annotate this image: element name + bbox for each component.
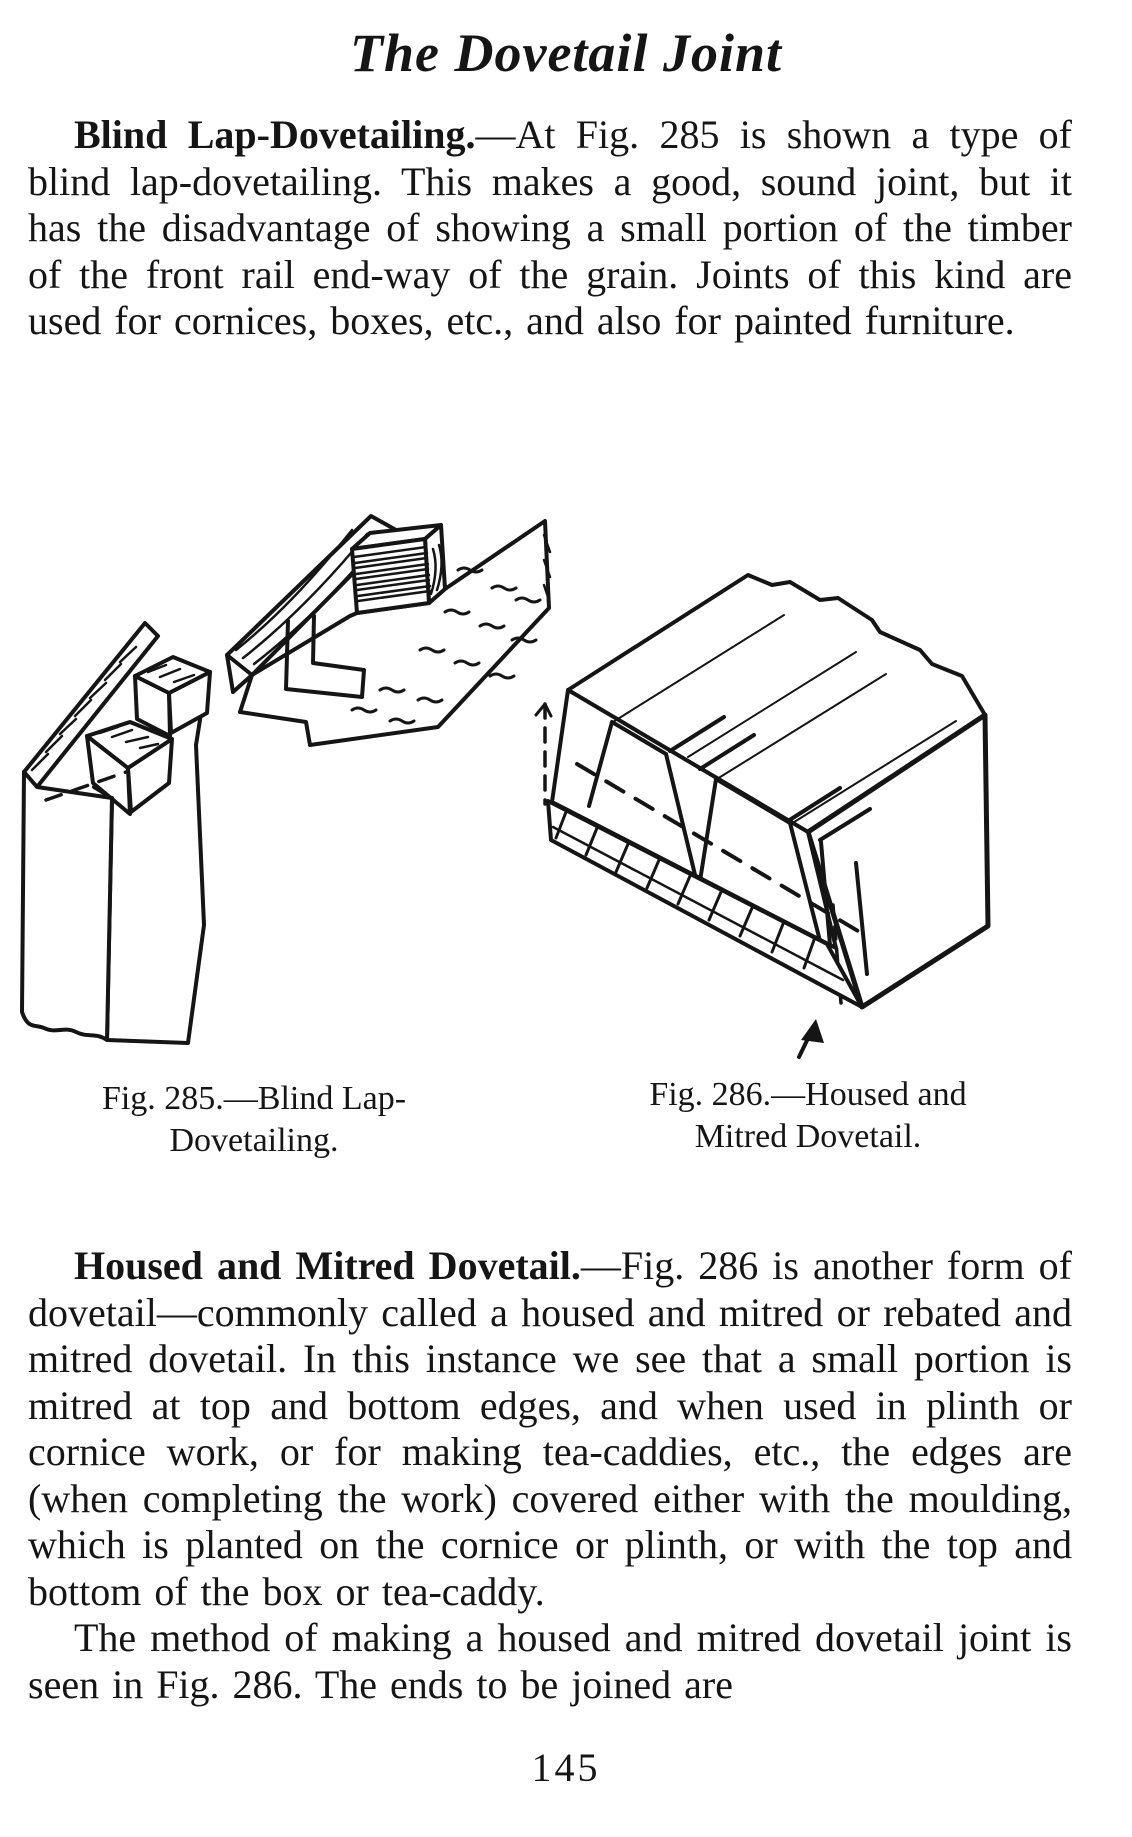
fig285-drawing (22, 623, 210, 1043)
caption-line: Fig. 286.—Housed and (649, 1076, 967, 1113)
paragraph-lead-bold: Housed and Mitred Dovetail. (74, 1243, 581, 1288)
paragraph-blind-lap-dovetailing (28, 112, 1072, 345)
paragraph-text: —At Fig. 285 is shown a type of blind lap-dovetailing. This makes a good, sound joint, but it has the disadvantage of showing a small portion of the timber of the front rail end-way of the grain. Joints of this kind are used for cornices, boxes, etc., and also for painted furniture. (28, 112, 1072, 343)
paragraph-lead-bold: Blind Lap-Dovetailing. (74, 112, 476, 157)
paragraph-text: —Fig. 286 is another form of dovetail—commonly called a housed and mitred or rebated and mitred dovetail. In this instance we see that a small portion is mitred at top and bottom edges, and when used in plinth or cornice work, or for making tea-caddies, etc., the edges are (when completing the work) covered either with the moulding, which is planted on the cornice or plinth, or with the top and bottom of the box or tea-caddy. (28, 1243, 1072, 1614)
page-number: 145 (531, 1745, 601, 1790)
woodjoint-figures-illustration (0, 420, 1132, 1080)
caption-line: Fig. 285.—Blind Lap- (101, 1080, 407, 1117)
figure-strip (0, 420, 1132, 1080)
fig285-rail-drawing (227, 516, 550, 745)
caption-fig-286 (598, 1074, 1018, 1158)
paragraph-housed-mitred (28, 1243, 1072, 1708)
paragraph-method: The method of making a housed and mitred dovetail joint is seen in Fig. 286. The ends to be joined are (28, 1615, 1072, 1707)
caption-fig-285 (44, 1078, 464, 1162)
caption-line: Dovetailing. (169, 1122, 339, 1159)
page-title: The Dovetail Joint (350, 23, 782, 83)
fig286-drawing (536, 575, 988, 1057)
caption-line: Mitred Dovetail. (694, 1118, 922, 1155)
